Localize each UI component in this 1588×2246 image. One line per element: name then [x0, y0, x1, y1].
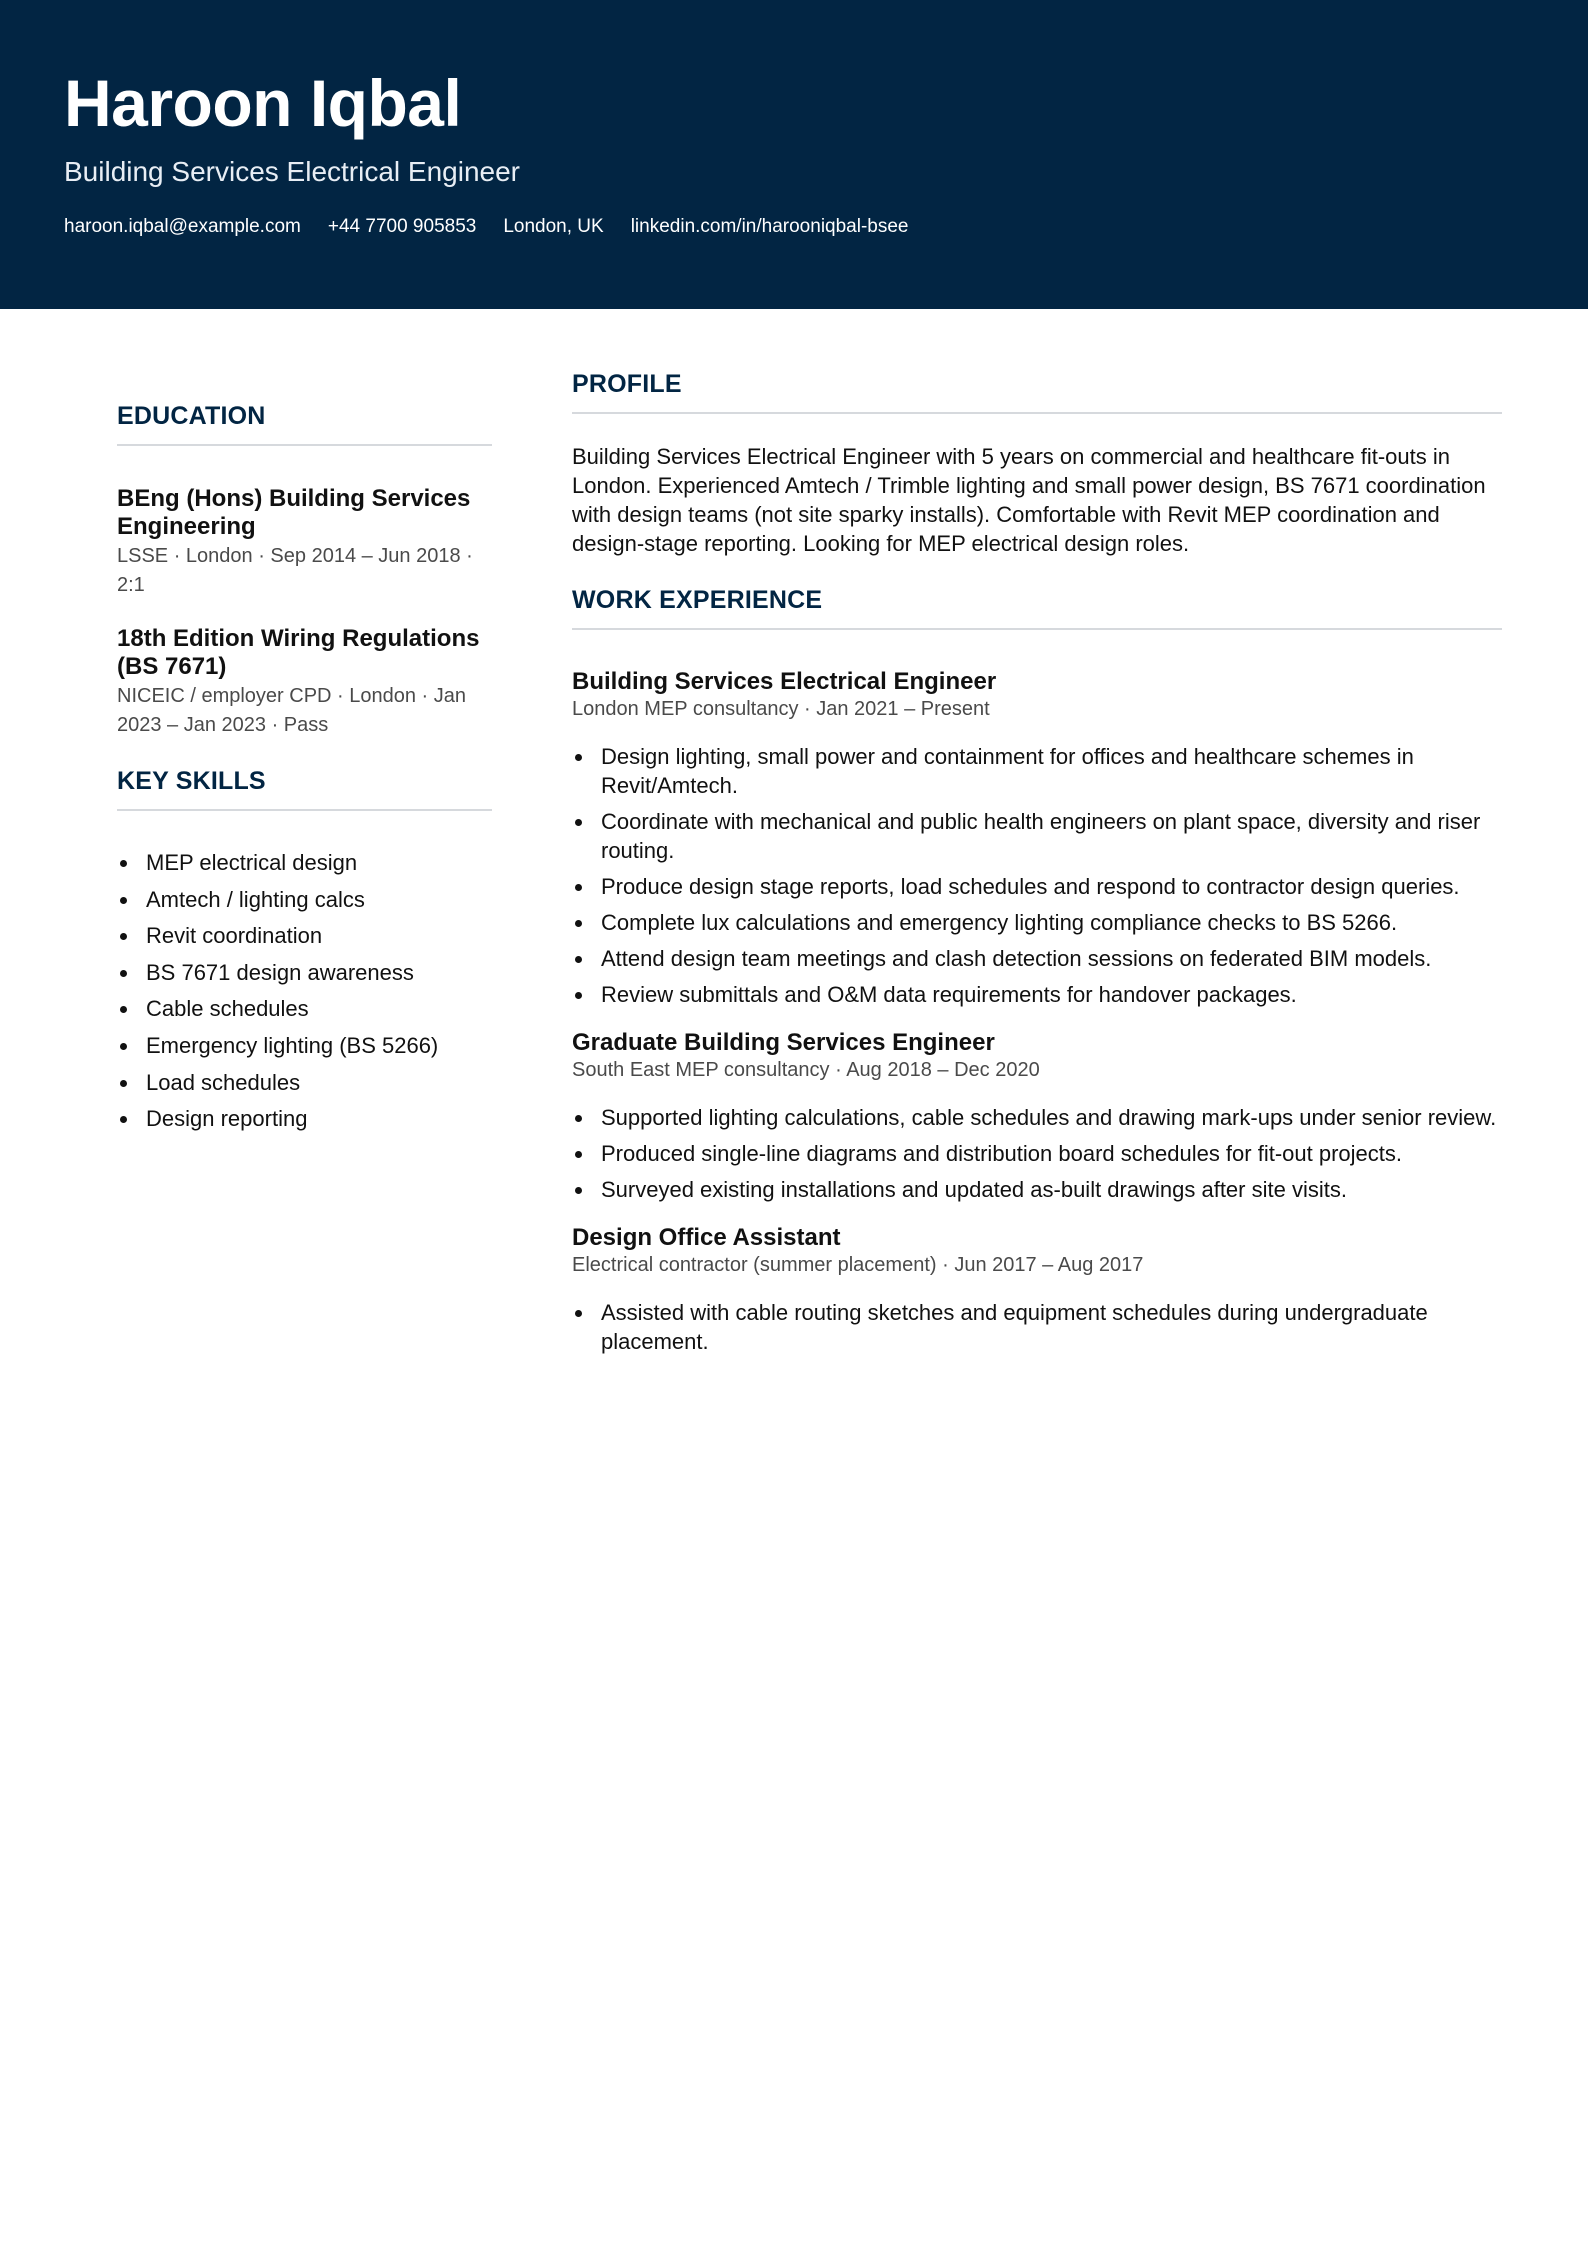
candidate-name: Haroon Iqbal [64, 66, 462, 140]
job-list [572, 668, 1502, 1356]
skill-item: Emergency lighting (BS 5266) [117, 1031, 492, 1060]
job-title: Design Office Assistant [572, 1224, 841, 1251]
section-divider [117, 809, 492, 811]
profile-heading: PROFILE [572, 370, 682, 398]
contact-phone[interactable]: +44 7700 905853 [327, 216, 477, 237]
contact-email[interactable]: haroon.iqbal@example.com [64, 216, 301, 237]
section-divider [117, 444, 492, 446]
job-bullets [572, 742, 1502, 1009]
education-heading: EDUCATION [117, 402, 266, 430]
skills-heading: KEY SKILLS [117, 767, 266, 795]
education-meta: LSSE · London · Sep 2014 – Jun 2018 · 2:1 [117, 545, 473, 596]
right-column [572, 368, 1502, 1376]
education-item [117, 625, 492, 740]
education-list [117, 485, 492, 740]
skill-item: Revit coordination [117, 921, 492, 950]
job-title: Graduate Building Services Engineer [572, 1029, 995, 1056]
education-degree: BEng (Hons) Building Services Engineering [117, 485, 471, 540]
job-bullet: Surveyed existing installations and updated as-built drawings after site visits. [572, 1175, 1502, 1204]
contact-line [64, 214, 909, 240]
work-heading: WORK EXPERIENCE [572, 586, 823, 614]
profile-summary: Building Services Electrical Engineer with 5 years on commercial and healthcare fit-outs in London. Experienced Amtech / Trimble lighting and small power design, BS 7671 coordination with design teams (not site sparky installs). Comfortable with Revit MEP coordination and design-stage reporting. Looking for MEP electrical design roles. [572, 444, 1486, 556]
skill-item: Load schedules [117, 1068, 492, 1097]
job-bullets [572, 1298, 1502, 1356]
job-bullet: Produce design stage reports, load schedules and respond to contractor design queries. [572, 872, 1502, 901]
skill-item: Cable schedules [117, 994, 492, 1023]
job-entry [572, 668, 1502, 1009]
job-meta: South East MEP consultancy · Aug 2018 – Dec 2020 [572, 1059, 1040, 1081]
resume-header [0, 0, 1588, 309]
contact-linkedin[interactable]: linkedin.com/in/harooniqbal-bsee [630, 216, 909, 237]
skill-item: BS 7671 design awareness [117, 958, 492, 987]
job-bullet: Design lighting, small power and containment for offices and healthcare schemes in Revit/Amtech. [572, 742, 1502, 800]
job-bullet: Attend design team meetings and clash detection sessions on federated BIM models. [572, 944, 1502, 973]
section-divider [572, 628, 1502, 630]
left-column [117, 400, 492, 1141]
job-bullet: Complete lux calculations and emergency lighting compliance checks to BS 5266. [572, 908, 1502, 937]
education-meta: NICEIC / employer CPD · London · Jan 2023 – Jan 2023 · Pass [117, 685, 467, 736]
job-bullet: Supported lighting calculations, cable schedules and drawing mark-ups under senior review. [572, 1103, 1502, 1132]
job-meta: Electrical contractor (summer placement) · Jun 2017 – Aug 2017 [572, 1254, 1144, 1276]
job-bullet: Assisted with cable routing sketches and equipment schedules during undergraduate placement. [572, 1298, 1502, 1356]
job-entry [572, 1029, 1502, 1204]
job-bullet: Review submittals and O&M data requirements for handover packages. [572, 980, 1502, 1009]
education-degree: 18th Edition Wiring Regulations (BS 7671) [117, 625, 480, 680]
job-bullet: Produced single-line diagrams and distribution board schedules for fit-out projects. [572, 1139, 1502, 1168]
job-meta: London MEP consultancy · Jan 2021 – Present [572, 698, 990, 720]
candidate-title: Building Services Electrical Engineer [64, 156, 520, 187]
skills-list [117, 848, 492, 1133]
job-title: Building Services Electrical Engineer [572, 668, 997, 695]
skill-item: Amtech / lighting calcs [117, 885, 492, 914]
skill-item: Design reporting [117, 1104, 492, 1133]
contact-location: London, UK [503, 216, 604, 237]
section-divider [572, 412, 1502, 414]
job-bullet: Coordinate with mechanical and public health engineers on plant space, diversity and riser routing. [572, 807, 1502, 865]
job-bullets [572, 1103, 1502, 1204]
skill-item: MEP electrical design [117, 848, 492, 877]
education-item [117, 485, 492, 600]
job-entry [572, 1224, 1502, 1356]
